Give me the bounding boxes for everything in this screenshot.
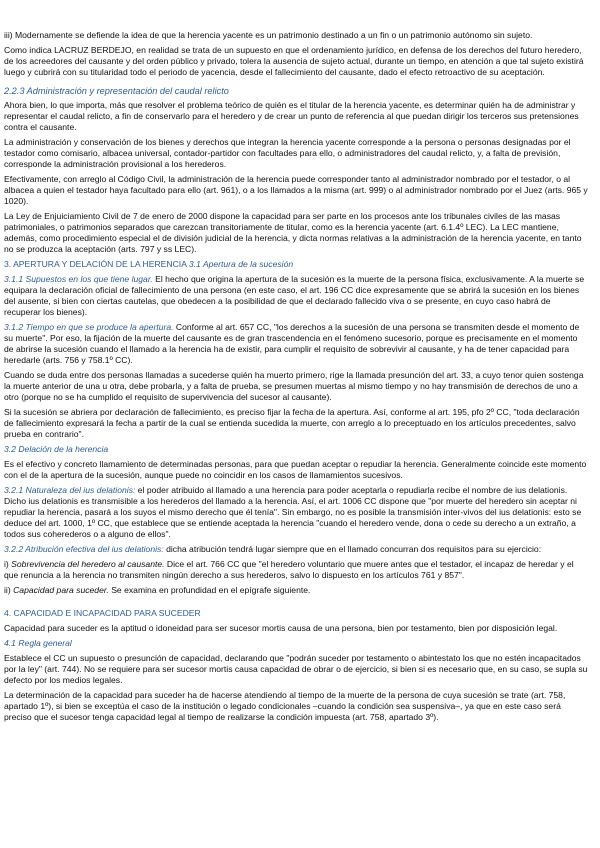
section-heading-2-2-3 [4,86,588,97]
paragraph-3-2-2-text: dicha atribución tendrá lugar siempre que en el llamado concurran dos requisitos para su ejercicio: [166,544,542,554]
paragraph-3-1-2-text: Conforme al art. 657 CC, "los derechos a la sucesión de una persona se transmiten desde el momento de su muerte". Por eso, la fijación de la muerte del causante es de gran trascendencia en el fenómeno sucesorio, porque es precisamente en el momento de abrirse la sucesión cuando el llamado a la herencia ha de existir, para cumplir el requisito de sobrevivir al causante, y ha de tener capacidad para heredarle (arts. 756 y 758.1º CC). [4,322,580,365]
subsection-title-3-1-2: 3.1.2 Tiempo en que se produce la apertura. [4,322,174,332]
subsection-title-3-2-2: 3.2.2 Atribución efectiva del ius delationis: [4,544,164,554]
paragraph-lec: La Ley de Enjuiciamiento Civil de 7 de enero de 2000 dispone la capacidad para ser parte en los procesos ante los tribunales civiles de las masas patrimoniales, o patrimonios separados que carezcan transitoriamente de titular, como es la herencia yacente (art. 6.1.4º LEC). La LEC mantiene, además, como procedimiento especial el de división judicial de la herencia, y dicta normas relativas a la administración de la herencia yacente, en tanto no se produzca la aceptación (arts. 797 y ss LEC). [4,211,582,254]
section-title-4-1: 4.1 Regla general [4,638,72,648]
section-title-3-1: 3.1 Apertura de la sucesión [188,259,294,269]
paragraph-ahora-bien: Ahora bien, lo que importa, más que resolver el problema teórico de quién es el titular de la herencia yacente, es determinar quién ha de administrar y representar el caudal relicto, a fin de conservarlo para el heredero y de crear un punto de referencia al que puedan dirigir los terceros sus pretensiones contra el causante. [4,100,579,132]
section-heading-4-1 [4,638,588,649]
subsection-title-3-2-1: 3.2.1 Naturaleza del ius delationis: [4,485,136,495]
paragraph-lacruz: Como indica LACRUZ BERDEJO, en realidad se trata de un supuesto en que el ordenamiento jurídico, en defensa de los derechos del futuro heredero, de los acreedores del causante y del orden público y privado, tolera la ausencia de sujeto actual, durante un tiempo, en atención a que tal sujeto existirá luego y cubrirá con su titularidad todo el periodo de yacencia, desde el fallecimiento del causante, dado el efecto retroactivo de su aceptación. [4,45,584,77]
paragraph-3-1-1 [4,274,588,318]
list-item-ii-title: Capacidad para suceder. [13,585,109,595]
list-item-i-label: i) [4,559,9,569]
section-title-4: 4. CAPACIDAD E INCAPACIDAD PARA SUCEDER [4,608,201,618]
section-heading-3 [4,259,588,270]
paragraph-si-la-sucesion: Si la sucesión se abriera por declaración de fallecimiento, es preciso fijar la fecha de la apertura. Así, conforme al art. 195, pfo 2º CC, "toda declaración de fallecimiento expresará la fecha a partir de la cual se entienda sucedida la muerte, con arreglo a lo preceptuado en los artículos precedentes, salvo prueba en contrario". [4,407,580,439]
list-item-ii-text: Se examina en profundidad en el epígrafe siguiente. [111,585,311,595]
paragraph-determinacion: La determinación de la capacidad para suceder ha de hacerse atendiendo al tiempo de la muerte de la persona de cuya sucesión se trate (art. 758, apartado 1º), si bien se exceptúa el caso de la institución o legado condicionales –cuando la condición sea suspensiva–, ya que en este caso será preciso que el sucesor tenga capacidad legal al tiempo de realizarse la condición impuesta (art. 758, apartado 3º). [4,690,566,722]
section-heading-4 [4,608,588,619]
paragraph-4: Capacidad para suceder es la aptitud o idoneidad para ser sucesor mortis causa de una persona, bien por testamento, bien por disposición legal. [4,623,558,633]
paragraph-iii: iii) Modernamente se defiende la idea de que la herencia yacente es un patrimonio destinado a un fin o un patrimonio autónomo sin sujeto. [4,30,533,40]
paragraph-3-1-1-text: El hecho que origina la apertura de la sucesión es la muerte de la persona física, exclusivamente. A la muerte se equipara la declaración oficial de fallecimiento de una persona (en este caso, el art. 196 CC dice expresamente que se abrirá la sucesión en los bienes del ausente, si bien con ciertas cautelas, que obedecen a la posibilidad de que el declarado fallecido viva o se presente, en cuyo caso habrá de recuperar los bienes). [4,274,585,317]
paragraph-cuando: Cuando se duda entre dos personas llamadas a sucederse quién ha muerto primero, rige la llamada presunción del art. 33, a cuyo tenor quien sostenga la muerte anterior de una u otra, debe probarla, y a falta de prueba, se presumen muertas al mismo tiempo y no hay transmisión de derechos de uno a otro (porque no se ha cumplido el requisito de supervivencia del sucesor al causante). [4,370,584,402]
section-spacer [4,600,588,608]
paragraph-3-1-2 [4,322,588,366]
paragraph-3-2-1-text: el poder atribuido al llamado a una herencia para poder aceptarla o repudiarla recibe el nombre de ius delationis. Dicho ius delationis es transmisible a los herederos del llamado a la herencia. Así, el art. 1006 CC dispone que "por muerte del heredero sin aceptar ni repudiar la herencia, pasará a los suyos el mismo derecho que él tenía". Sin embargo, no es posible la transmisión inter-vivos del ius delationis: esto se deduce del art. 1000, 1º CC, que establece que se entiende aceptada la herencia "cuando el heredero vende, dona o cede su derecho a un extraño, a todos sus coherederos o a alguno de ellos". [4,485,582,539]
paragraph-3-2-1 [4,485,588,540]
list-item-ii-label: ii) [4,585,11,595]
section-title-3: 3. APERTURA Y DELACIÓN DE LA HERENCIA [4,259,187,269]
list-item-i [4,559,588,581]
list-item-ii [4,585,588,596]
paragraph-administracion: La administración y conservación de los bienes y derechos que integran la herencia yacente corresponde a la persona o personas designadas por el testador como comisario, albacea universal, contador-partidor con facultades para ello, o administradores del caudal relicto, y, a falta de previsión, corresponde la administración provisional a los herederos. [4,137,571,169]
paragraph-4-1: Establece el CC un supuesto o presunción de capacidad, declarando que "podrán suceder por testamento o abintestato los que no estén incapacitados por la ley" (art. 744). No se requiere para ser sucesor mortis causa capacidad de obrar o de ejercicio, si bien si es necesario que, en su caso, se supla su defecto por los medios legales. [4,653,588,685]
paragraph-efectivamente: Efectivamente, con arreglo al Código Civil, la administración de la herencia puede corresponder tanto al administrador nombrado por el testador, o al albacea a quien el testador haya facultado para ello (art. 961), o a los llamados a la misma (art. 999) o al administrador nombrado por el Juez (arts. 965 y 1020). [4,174,588,206]
subsection-title-3-1-1: 3.1.1 Supuestos en los que tiene lugar. [4,274,153,284]
list-item-i-text: Dice el art. 766 CC que "el heredero voluntario que muere antes que el testador, el incapaz de heredar y el que renuncia a la herencia no transmiten ningún derecho a sus herederos, salvo lo dispuesto en los artículos 761 y 857". [4,559,574,580]
list-item-i-title: Sobrevivencia del heredero al causante. [11,559,165,569]
section-heading-3-2 [4,444,588,455]
section-title-2-2-3: 2.2.3 Administración y representación del caudal relicto [4,86,229,96]
section-title-3-2: 3.2 Delación de la herencia [4,444,109,454]
paragraph-3-2: Es el efectivo y concreto llamamiento de determinadas personas, para que puedan aceptar o repudiar la herencia. Generalmente coincide este momento con el de la apertura de la sucesión, aunque puede no coincidir en los casos de llamamientos sucesivos. [4,459,587,480]
paragraph-3-2-2 [4,544,588,555]
